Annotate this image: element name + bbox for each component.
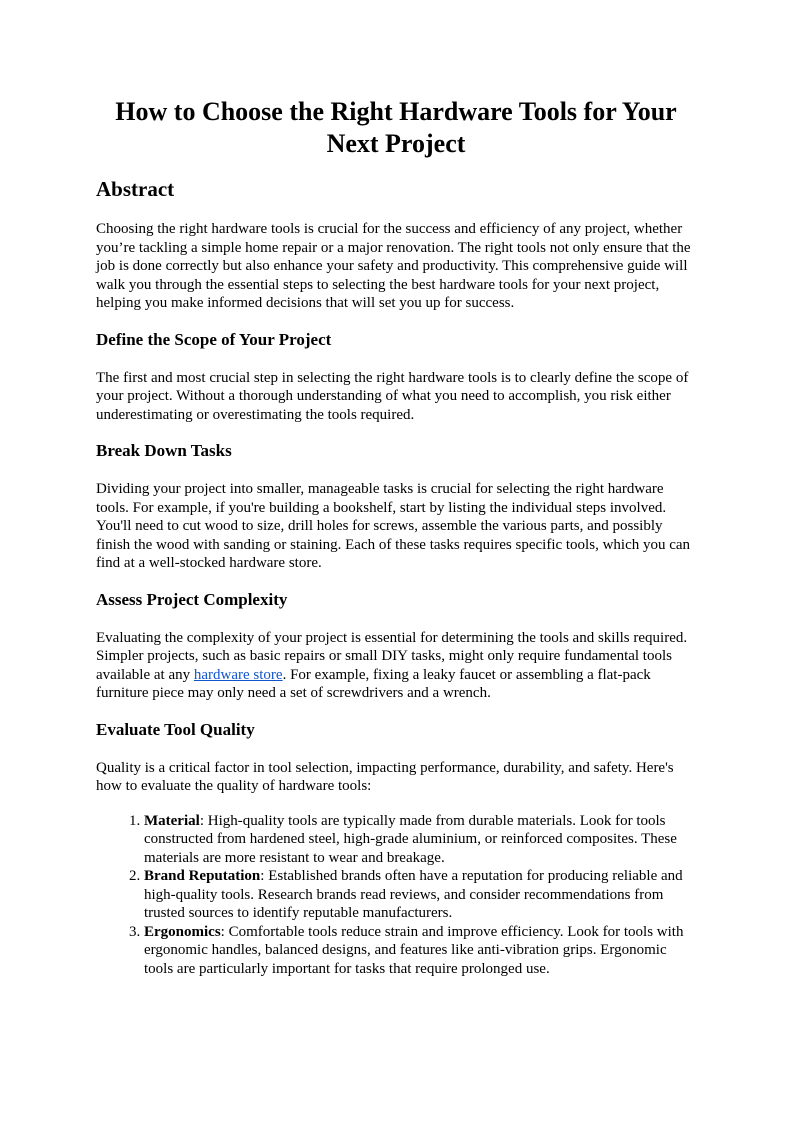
list-item-text: : Established brands often have a reputation for producing reliable and high-quality tools. Research brands read reviews, and consider recommendations from trusted sources to identify reputable manufacturers. [144, 868, 683, 921]
scope-heading: Define the Scope of Your Project [96, 329, 332, 349]
list-item-material [144, 812, 696, 868]
page-title: How to Choose the Right Hardware Tools for Your Next Project [115, 97, 677, 158]
complexity-text-before: Evaluating the complexity of your project is essential for determining the tools and skills required. Simpler projects, such as basic repairs or small DIY tasks, might only require fundamental tools available at any [96, 629, 688, 683]
list-item-text: : High-quality tools are typically made from durable materials. Look for tools constructed from hardened steel, high-grade aluminium, or reinforced composites. These materials are more resistant to wear and breakage. [144, 812, 677, 866]
list-item-term: Material [144, 812, 200, 829]
tasks-heading: Break Down Tasks [96, 441, 232, 460]
list-item-brand-reputation [144, 867, 696, 923]
hardware-store-link[interactable]: hardware store [193, 666, 283, 683]
list-item-text: : Comfortable tools reduce strain and improve efficiency. Look for tools with ergonomic handles, balanced designs, and features like anti-vibration grips. Ergonomic tools are particularly important for tasks that require prolonged use. [144, 923, 684, 977]
abstract-heading: Abstract [96, 177, 175, 201]
list-item-term: Ergonomics [144, 923, 221, 940]
complexity-heading: Assess Project Complexity [96, 589, 288, 609]
list-item-ergonomics [144, 923, 696, 979]
tasks-paragraph: Dividing your project into smaller, manageable tasks is crucial for selecting the right hardware tools. For example, if you're building a bookshelf, start by listing the individual steps involved. You'll need to cut wood to size, drill holes for screws, assemble the various parts, and possibly finish the wood with sanding or staining. Each of these tasks requires specific tools, which you can find at a well-stocked hardware store. [96, 481, 691, 571]
scope-paragraph: The first and most crucial step in selecting the right hardware tools is to clearly define the scope of your project. Without a thorough understanding of what you need to accomplish, you risk either underestimating or overestimating the tools required. [96, 369, 689, 423]
list-item-term: Brand Reputation [144, 868, 261, 884]
complexity-text-after: . For example, fixing a leaky faucet or assembling a flat-pack furniture piece may only need a set of screwdrivers and a wrench. [96, 666, 651, 701]
quality-intro: Quality is a critical factor in tool selection, impacting performance, durability, and safety. Here's how to evaluate the quality of hardware tools: [96, 759, 674, 794]
quality-list [96, 812, 696, 979]
abstract-paragraph: Choosing the right hardware tools is crucial for the success and efficiency of any project, whether you’re tackling a simple home repair or a major renovation. The right tools not only ensure that the job is done correctly but also enhance your safety and productivity. This comprehensive guide will walk you through the essential steps to selecting the best hardware tools for your next project, helping you make informed decisions that will set you up for success. [96, 221, 691, 311]
complexity-paragraph [96, 629, 696, 703]
quality-heading: Evaluate Tool Quality [96, 719, 255, 739]
document-page [96, 96, 696, 978]
